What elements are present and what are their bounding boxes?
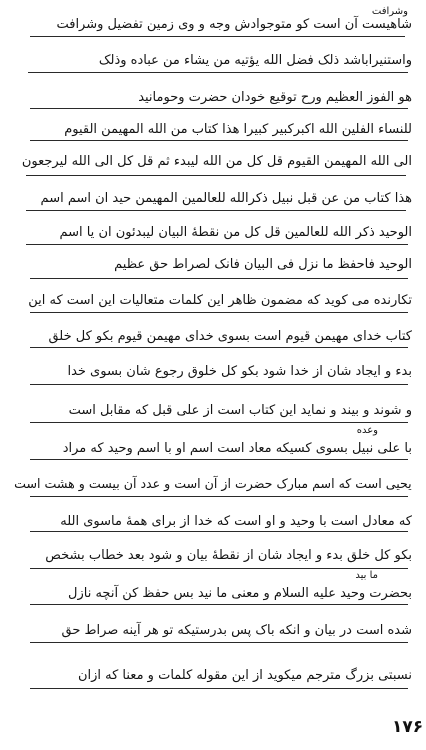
text-line-17: بحضرت وحید علیه السلام و معنی ما نید بس حفظ کن آنچه نازل [68, 586, 412, 601]
text-line-9: تکارنده می کوید که مضمون ظاهر این کلمات متعالیات این است که این [28, 293, 412, 308]
underline-9 [30, 312, 408, 313]
underline-15 [30, 531, 408, 532]
text-line-13: با علی نبیل بسوی کسیکه معاد است اسم او با اسم وحید که مراد [62, 441, 412, 456]
text-line-5: الی الله المهیمن القیوم قل کل من الله لیبدء ثم قل کل الی الله لیرجعون [21, 154, 412, 169]
text-line-3: هو الفوز العظیم ورح توقیع خودان حضرت وحومانید [138, 90, 412, 105]
underline-13 [30, 459, 408, 460]
text-line-10: کتاب خدای مهیمن قیوم است بسوی خدای مهیمن قیوم بکو کل خلق [48, 329, 412, 344]
underline-11 [30, 384, 408, 385]
underline-4 [30, 140, 408, 141]
underline-17 [30, 604, 408, 605]
text-line-8: الوحید فاحفظ ما نزل فی البیان فانک لصراط حق عظیم [114, 257, 412, 272]
corner-note: وشرافت [371, 6, 408, 17]
text-line-18: شده است در بیان و انکه باک پس بدرستیکه تو هر آینه صراط حق [61, 623, 412, 638]
text-line-7: الوحید ذکر الله للعالمین قل کل من نقطۀ البیان لیبدئون ان یا اسم [59, 225, 412, 240]
underline-7 [26, 244, 408, 245]
underline-16 [30, 568, 408, 569]
underline-19 [30, 688, 408, 689]
underline-18 [30, 642, 408, 643]
underline-1 [30, 36, 405, 37]
text-line-2: واستنیراباشد ذلک فضل الله یؤتیه من یشاء من عباده وذلک [98, 53, 412, 68]
underline-6 [26, 210, 406, 211]
text-line-16: بکو کل خلق بدء و ایجاد شان از نقطۀ بیان و شود بعد خطاب بشخص [45, 548, 412, 563]
underline-8 [30, 278, 408, 279]
underline-10 [30, 347, 408, 348]
page-number: ۱۷۶ [392, 717, 424, 737]
text-line-11: بدء و ایجاد شان از خدا شود بکو کل خلوق رجوع شان بسوی خدا [67, 364, 412, 379]
underline-3 [30, 108, 408, 109]
underline-12 [30, 422, 408, 423]
text-line-6: هذا کتاب من عن قبل نبیل ذکرالله للعالمین المهیمن حید ان اسم اسم [40, 191, 412, 206]
text-line-15: که معادل است با وحید و او است که خدا از برای همۀ ماسوی الله [60, 514, 412, 529]
text-line-14: یحیی است که اسم مبارک حضرت از آن است و عدد آن بیست و هشت است [14, 477, 412, 492]
underline-5 [26, 175, 406, 176]
text-line-4: للنساء الفلین الله اکبرکبیر کبیرا هذا کتاب من الله المهیمن القیوم [64, 122, 412, 137]
margin-note-1: وعده [356, 425, 378, 436]
text-line-1: شاهیست آن است کو متوجوادش وجه و وی زمین تفضیل وشرافت [56, 17, 412, 32]
text-line-12: و شوند و بیند و نماید این کتاب است از علی قبل که مقابل است [68, 403, 412, 418]
underline-14 [30, 496, 408, 497]
text-line-19: نسبتی بزرگ مترجم میکوید از این مقوله کلمات و معنا که ازان [77, 668, 412, 683]
underline-2 [28, 72, 408, 73]
margin-note-2: ما بید [355, 570, 378, 581]
